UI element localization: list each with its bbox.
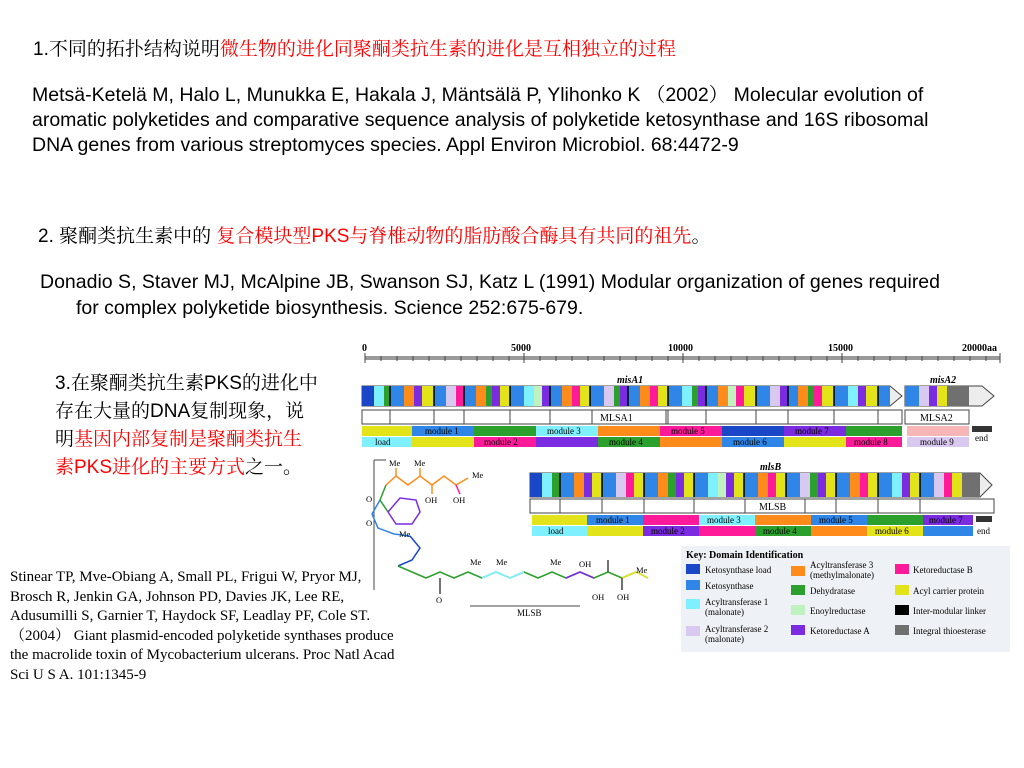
mlsa-protein-bars — [362, 410, 969, 424]
key-title: Key: Domain Identification — [686, 550, 804, 561]
atom-o-1: O — [366, 494, 373, 504]
scale-label-0: 0 — [362, 343, 367, 354]
atom-me-4: Me — [399, 529, 411, 539]
scale-ruler — [362, 343, 1000, 363]
key-label-3: Acyltransferase 2 — [705, 624, 769, 634]
key-swatch-3 — [686, 626, 700, 636]
key-swatch-4 — [791, 566, 805, 576]
atom-oh-2: OH — [453, 495, 466, 505]
mlsb-module-2-label: module 2 — [651, 526, 685, 536]
domain-key — [681, 546, 1010, 652]
key-swatch-6 — [791, 605, 805, 615]
key-label-6: Enoylreductase — [810, 606, 866, 616]
point-3-suffix: 之一。 — [245, 457, 303, 478]
atom-me-5: Me — [470, 557, 482, 567]
mlsb-module-4-label: module 4 — [763, 526, 797, 536]
point-2 — [38, 225, 710, 249]
point-3-highlight: 基因内部复制是聚酮类抗生素PKS进化的主要方式 — [55, 429, 303, 478]
mlsb-module-7-label: module 7 — [929, 515, 963, 525]
key-label-9: Acyl carrier protein — [913, 586, 984, 596]
point-1-highlight: 微生物的进化同聚酮类抗生素的进化是互相独立的过程 — [219, 39, 676, 60]
protein-MLSA2-label: MLSA2 — [920, 413, 953, 424]
point-2-prefix: 2. 聚酮类抗生素中的 — [38, 226, 217, 247]
scale-label-5000: 5000 — [511, 343, 531, 354]
point-1-prefix: 1.不同的拓扑结构说明 — [33, 39, 220, 60]
point-3-prefix: 3.在聚酮类抗生素PKS的进化中存在大量的DNA复制现象，说明 — [55, 373, 318, 450]
point-3 — [55, 370, 320, 482]
mlsb-module-3-label: module 3 — [707, 515, 741, 525]
scale-label-10000: 10000 — [668, 343, 693, 354]
key-swatch-5 — [791, 585, 805, 595]
mlsa-module-8-label: module 8 — [854, 437, 888, 447]
reference-2-text: Donadio S, Staver MJ, McAlpine JB, Swanson SJ, Katz L (1991) Modular organization of genes required for complex polyketide biosynthesis. Science 252:675-679. — [40, 271, 940, 319]
atom-oh-4: OH — [592, 592, 605, 602]
key-label-8: Ketoreductase B — [913, 565, 973, 575]
atom-me-3: Me — [472, 470, 484, 480]
atom-me-2: Me — [414, 458, 426, 468]
key-label-11: Integral thioesterase — [913, 626, 986, 636]
protein-MLSB-label: MLSB — [759, 502, 787, 513]
mlsb-module-bars — [532, 515, 992, 536]
atom-me-6: Me — [496, 557, 508, 567]
key-swatch-7 — [791, 625, 805, 635]
misA2-domains — [905, 386, 969, 406]
atom-o-2: O — [366, 518, 373, 528]
key-label-4b: (methylmalonate) — [810, 570, 874, 580]
mlsa-module-2-label: module 2 — [484, 437, 518, 447]
gene-misA2-label: misA2 — [930, 375, 957, 386]
reference-1: Metsä-Ketelä M, Halo L, Munukka E, Hakala J, Mäntsälä P, Ylihonko K （2002） Molecular evolution of aromatic polyketides and comparative sequence analysis of polyketide ketosynthase and 16S ribosomal DNA genes from various streptomyces species. Appl Environ Microbiol. 68:4472-9 — [32, 84, 929, 156]
mlsa-module-5-label: module 5 — [671, 426, 705, 436]
atom-oh-3: OH — [579, 559, 592, 569]
mlsa-end-label: end — [975, 433, 988, 443]
key-swatch-2 — [686, 599, 700, 609]
key-label-4: Acyltransferase 3 — [810, 560, 874, 570]
key-label-1: Ketosynthase — [705, 581, 754, 591]
mlsa-module-3-label: module 3 — [547, 426, 581, 436]
pks-gene-figure — [340, 338, 1024, 668]
point-1 — [33, 38, 676, 62]
key-swatch-8 — [895, 564, 909, 574]
mlsa-module-9-label: module 9 — [920, 437, 954, 447]
scale-label-20000: 20000aa — [962, 343, 997, 354]
mlsb-module-6-label: module 6 — [875, 526, 909, 536]
gene-misA1-label: misA1 — [617, 375, 644, 386]
mlsb-load-label: load — [548, 526, 564, 536]
mlsb-module-5-label: module 5 — [819, 515, 853, 525]
mlsa-module-1-label: module 1 — [425, 426, 459, 436]
key-label-0: Ketosynthase load — [705, 565, 772, 575]
atom-me-1: Me — [389, 458, 401, 468]
key-label-10: Inter-modular linker — [913, 606, 987, 616]
mlsB-domains — [530, 473, 980, 497]
key-swatch-11 — [895, 625, 909, 635]
molecule-mlsb-label: MLSB — [517, 608, 542, 618]
reference-2 — [40, 270, 945, 321]
mlsb-module-1-label: module 1 — [596, 515, 630, 525]
mlsa-module-7-label: module 7 — [795, 426, 829, 436]
mlsa-module-bars — [362, 426, 992, 447]
atom-o-3: O — [436, 595, 443, 605]
misA1-domains — [362, 386, 890, 406]
key-label-7: Ketoreductase A — [810, 626, 870, 636]
key-swatch-1 — [686, 580, 700, 590]
key-label-2: Acyltransferase 1 — [705, 597, 769, 607]
mlsa-module-4-label: module 4 — [609, 437, 643, 447]
point-2-highlight: 复合模块型PKS与脊椎动物的脂肪酸合酶具有共同的祖先 — [216, 226, 692, 247]
key-label-3b: (malonate) — [705, 634, 744, 644]
gene-mlsB-label: mlsB — [760, 462, 782, 473]
atom-oh-1: OH — [425, 495, 438, 505]
point-2-suffix: 。 — [691, 226, 711, 247]
key-swatch-10 — [895, 605, 909, 615]
key-label-5: Dehydratase — [810, 586, 855, 596]
mlsb-end-label: end — [977, 526, 990, 536]
atom-me-7: Me — [550, 557, 562, 567]
mlsa-module-6-label: module 6 — [733, 437, 767, 447]
key-swatch-0 — [686, 564, 700, 574]
mlsb-protein-bar — [530, 499, 994, 513]
atom-me-8: Me — [636, 565, 648, 575]
atom-oh-5: OH — [617, 592, 630, 602]
reference-3: Stinear TP, Mve-Obiang A, Small PL, Frigui W, Pryor MJ, Brosch R, Jenkin GA, Johnson PD, Davies JK, Lee RE, Adusumilli S, Garnier T, Haydock SF, Leadlay PF, Cole ST. （2004） Giant plasmid-encoded polyketide synthases produce the macrolide toxin of Mycobacterium ulcerans. Proc Natl Acad Sci U S A. 101:1345-9 — [10, 569, 395, 683]
key-swatch-9 — [895, 585, 909, 595]
scale-label-15000: 15000 — [828, 343, 853, 354]
key-label-2b: (malonate) — [705, 607, 744, 617]
mlsa-load-label: load — [375, 437, 391, 447]
protein-MLSA1-label: MLSA1 — [600, 413, 633, 424]
